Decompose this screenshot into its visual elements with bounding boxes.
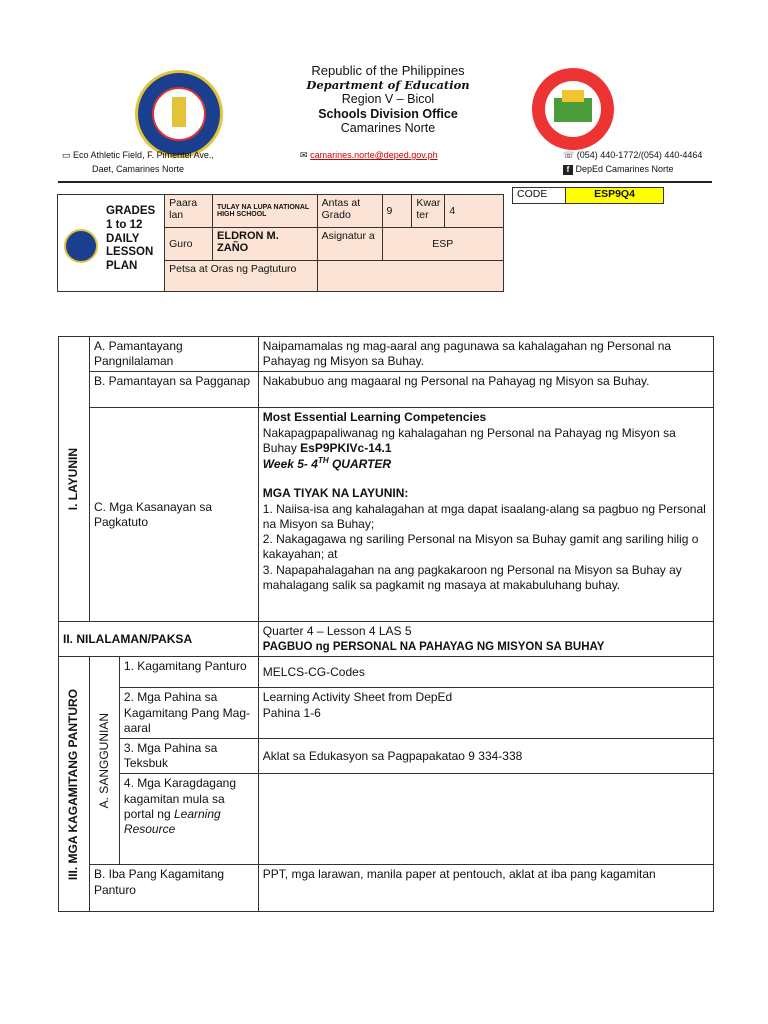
- letterhead-province: Camarines Norte: [340, 120, 436, 135]
- layunin-section-cell: [59, 337, 90, 622]
- kasanayan-value: [258, 408, 713, 622]
- building-icon: ▭: [62, 150, 71, 160]
- left-address-line-2: Daet, Camarines Norte: [92, 164, 185, 174]
- deped-seal-logo: [135, 70, 223, 158]
- antas-label: Antas at Grado: [317, 195, 382, 228]
- grades-title: GRADES 1 to 12 DAILY LESSON PLAN: [106, 205, 156, 273]
- sanggunian-label: A. SANGGUNIAN: [96, 713, 111, 809]
- pamantayan-sa-pagganap-label: B. Pamantayan sa Pagganap: [89, 372, 258, 408]
- pamantayan-sa-pagganap-value: Nakabubuo ang magaaral ng Personal na Pahayag ng Misyon sa Buhay.: [258, 372, 713, 408]
- pahina-teksbuk-label: 3. Mga Pahina sa Teksbuk: [119, 739, 258, 774]
- phone-line: ☏ (054) 440-1772/(054) 440-4464: [563, 150, 703, 160]
- kagamitang-panturo-value: MELCS-CG-Codes: [258, 657, 713, 688]
- sanggunian-cell: [89, 657, 119, 865]
- email-icon: ✉: [300, 150, 308, 160]
- pamantayang-pangnilalaman-label: A. Pamantayang Pangnilalaman: [89, 337, 258, 372]
- kagamitan-section-label: III. MGA KAGAMITANG PANTURO: [66, 688, 81, 880]
- kagamitang-panturo-label: 1. Kagamitang Panturo: [119, 657, 258, 688]
- left-address-line-1: ▭ Eco Athletic Field, F. Pimentel Ave.,: [62, 150, 214, 160]
- nilalaman-label: II. NILALAMAN/PAKSA: [59, 622, 259, 657]
- nilalaman-line-2: PAGBUO ng PERSONAL NA PAHAYAG NG MISYON SA BUHAY: [262, 640, 605, 653]
- code-table: [512, 187, 664, 204]
- guro-value: ELDRON M. ZAÑO: [213, 228, 318, 261]
- letterhead-division-office: Schools Division Office: [318, 106, 458, 121]
- tiyak-title: MGA TIYAK NA LAYUNIN:: [262, 486, 409, 501]
- letterhead-rule: [58, 181, 712, 183]
- code-label: CODE: [513, 188, 566, 204]
- kwarter-label: Kwar ter: [412, 195, 445, 228]
- email-link[interactable]: camarines.norte@deped.gov.ph: [310, 150, 438, 160]
- paaralan-label: Paara lan: [165, 195, 213, 228]
- kasanayan-label: C. Mga Kasanayan sa Pagkatuto: [89, 408, 258, 622]
- tiyak-item-2: 2. Nakagagawa ng sariling Personal na Misyon sa Buhay gamit ang sariling hilig o kakayahan; at: [262, 532, 699, 562]
- karagdagang-kagamitan-label: 4. Mga Karagdagang kagamitan mula sa portal ng Learning Resource: [119, 774, 258, 865]
- letterhead-department: Department of Education: [306, 77, 470, 92]
- asignatura-label: Asignatur a: [317, 228, 382, 261]
- kagamitan-section-cell: [59, 657, 90, 912]
- iba-pang-kagamitan-value: PPT, mga larawan, manila paper at pentouch, aklat at iba pang kagamitan: [258, 865, 713, 912]
- pahina-teksbuk-value: Aklat sa Edukasyon sa Pagpapakatao 9 334-338: [258, 739, 713, 774]
- tiyak-item-1: 1. Naiisa-isa ang kahalagahan at mga dapat isaalang-alang sa pagbuo ng Personal na Misyon sa Buhay;: [262, 501, 706, 531]
- letterhead-republic: Republic of the Philippines: [311, 63, 465, 78]
- code-value: ESP9Q4: [566, 188, 664, 204]
- grades-title-cell: [58, 195, 165, 292]
- phone-icon: ☏: [563, 150, 575, 160]
- week-text: Week 5- 4TH QUARTER: [262, 456, 392, 472]
- karagdagang-kagamitan-value: [258, 774, 713, 865]
- guro-label: Guro: [165, 228, 213, 261]
- pamantayang-pangnilalaman-value: Naipamamalas ng mag-aaral ang pagunawa sa kahalagahan ng Personal na Pahayag ng Misyon sa Buhay.: [258, 337, 713, 372]
- deped-small-seal: [64, 229, 98, 263]
- petsa-value: [317, 261, 503, 292]
- melc-text: Nakapagpapaliwanag ng kahalagahan ng Personal na Pahayag ng Misyon sa Buhay EsP9PKIVc-14.1: [262, 425, 676, 455]
- nilalaman-line-1: Quarter 4 – Lesson 4 LAS 5: [262, 624, 412, 639]
- division-seal-logo: [532, 68, 614, 150]
- lesson-plan-main-table: [58, 336, 714, 912]
- pahina-kagamitang-label: 2. Mga Pahina sa Kagamitang Pang Mag-aaral: [119, 688, 258, 739]
- tiyak-item-3: 3. Napapahalagahan na ang pagkakaroon ng Personal na Misyon sa Buhay ay mahalagang salik sa pagkamit ng masaya at makabuluhang buhay.: [262, 562, 682, 592]
- melc-title: Most Essential Learning Competencies: [262, 410, 487, 425]
- petsa-label: Petsa at Oras ng Pagtuturo: [165, 261, 318, 292]
- iba-pang-kagamitan-label: B. Iba Pang Kagamitang Panturo: [89, 865, 258, 912]
- lesson-plan-header-table: [57, 194, 504, 292]
- asignatura-value: ESP: [382, 228, 503, 261]
- letterhead-title-block: [270, 64, 506, 135]
- nilalaman-value: [258, 622, 713, 657]
- email-line: [300, 150, 438, 161]
- paaralan-value: TULAY NA LUPA NATIONAL HIGH SCHOOL: [213, 195, 318, 228]
- antas-value: 9: [382, 195, 412, 228]
- facebook-line: f DepEd Camarines Norte: [563, 164, 674, 175]
- kwarter-value: 4: [445, 195, 504, 228]
- layunin-section-label: I. LAYUNIN: [66, 448, 81, 511]
- pahina-kagamitang-value: Learning Activity Sheet from DepEd Pahina 1-6: [258, 688, 713, 739]
- facebook-icon: f: [563, 165, 573, 175]
- letterhead-region: Region V – Bicol: [341, 92, 435, 107]
